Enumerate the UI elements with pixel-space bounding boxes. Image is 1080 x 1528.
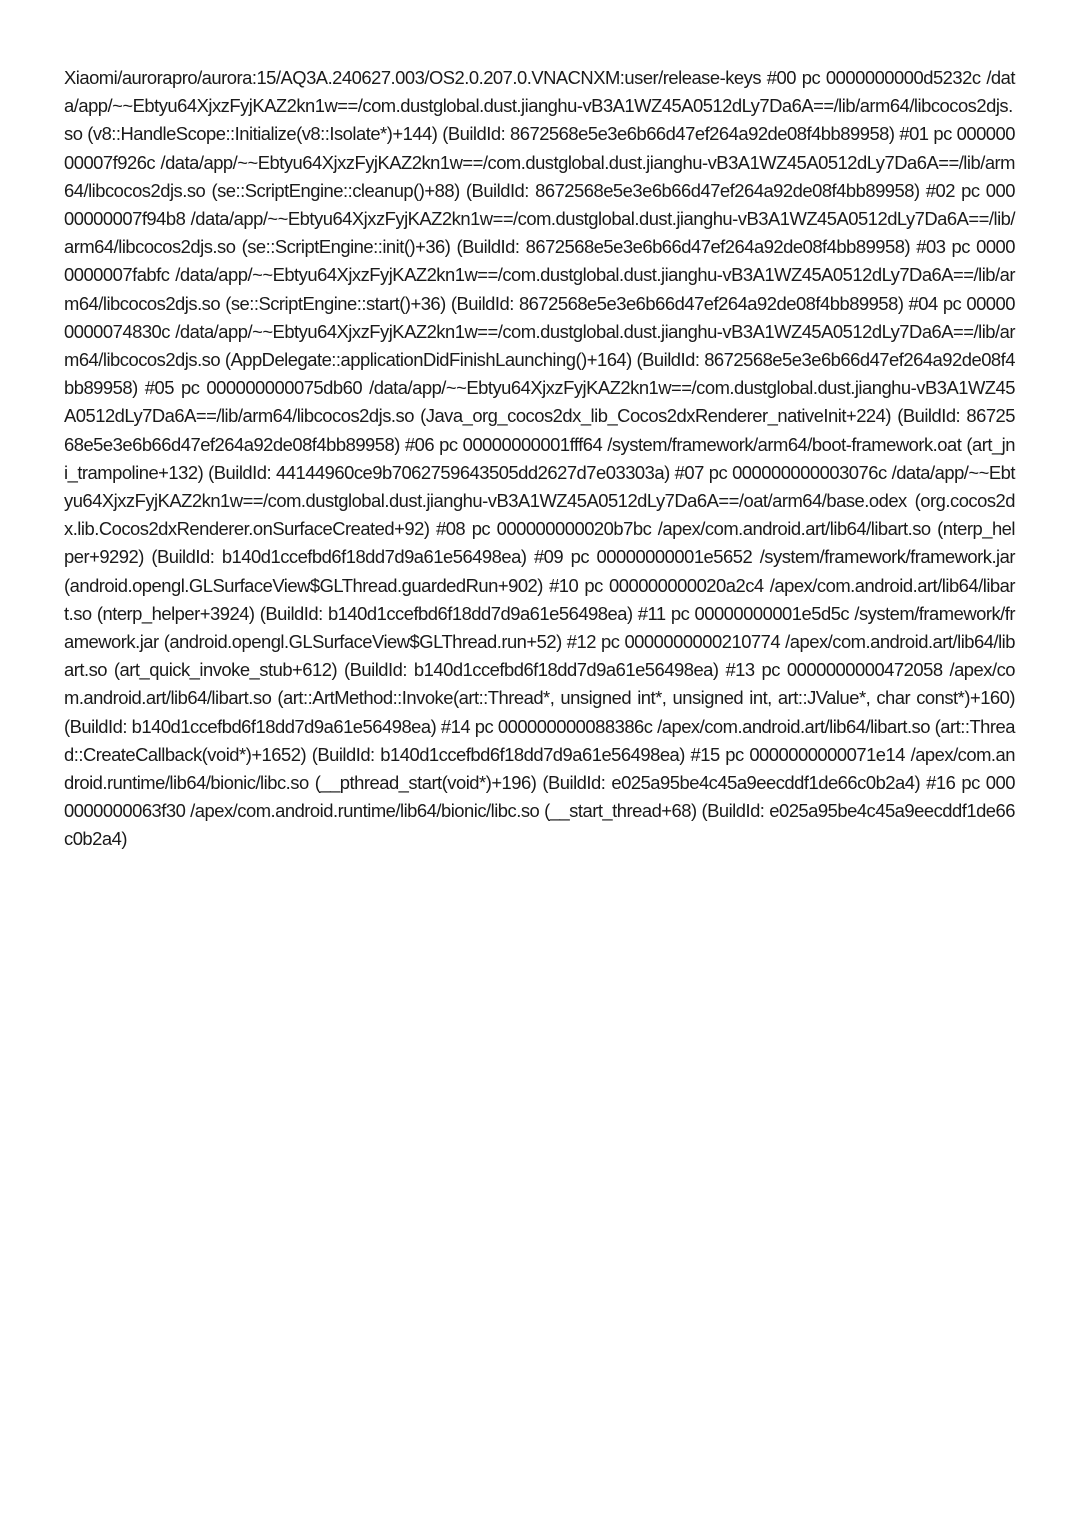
crash-log-text: Xiaomi/aurorapro/aurora:15/AQ3A.240627.003/OS2.0.207.0.VNACNXM:user/release-keys #00 pc 0000000000d5232c /data/app/~~Ebtyu64XjxzFyjKAZ2kn1w==/com.dustglobal.dust.jianghu-vB3A1WZ45A0512dLy7Da6A==/lib/arm64/libcocos2djs.so (v8::HandleScope::Initialize(v8::Isolate*)+144) (BuildId: 8672568e5e3e6b66d47ef264a92de08f4bb89958) #01 pc 00000000007f926c /data/app/~~Ebtyu64XjxzFyjKAZ2kn1w==/com.dustglobal.dust.jianghu-vB3A1WZ45A0512dLy7Da6A==/lib/arm64/libcocos2djs.so (se::ScriptEngine::cleanup()+88) (BuildId: 8672568e5e3e6b66d47ef264a92de08f4bb89958) #02 pc 00000000007f94b8 /data/app/~~Ebtyu64XjxzFyjKAZ2kn1w==/com.dustglobal.dust.jianghu-vB3A1WZ45A0512dLy7Da6A==/lib/arm64/libcocos2djs.so (se::ScriptEngine::init()+36) (BuildId: 8672568e5e3e6b66d47ef264a92de08f4bb89958) #03 pc 00000000007fabfc /data/app/~~Ebtyu64XjxzFyjKAZ2kn1w==/com.dustglobal.dust.jianghu-vB3A1WZ45A0512dLy7Da6A==/lib/arm64/libcocos2djs.so (se::ScriptEngine::start()+36) (BuildId: 8672568e5e3e6b66d47ef264a92de08f4bb89958) #04 pc 000000000074830c /data/app/~~Ebtyu64XjxzFyjKAZ2kn1w==/com.dustglobal.dust.jianghu-vB3A1WZ45A0512dLy7Da6A==/lib/arm64/libcocos2djs.so (AppDelegate::applicationDidFinishLaunching()+164) (BuildId: 8672568e5e3e6b66d47ef264a92de08f4bb89958) #05 pc 000000000075db60 /data/app/~~Ebtyu64XjxzFyjKAZ2kn1w==/com.dustglobal.dust.jianghu-vB3A1WZ45A0512dLy7Da6A==/lib/arm64/libcocos2djs.so (Java_org_cocos2dx_lib_Cocos2dxRenderer_nativeInit+224) (BuildId: 8672568e5e3e6b66d47ef264a92de08f4bb89958) #06 pc 00000000001fff64 /system/framework/arm64/boot-framework.oat (art_jni_trampoline+132) (BuildId: 44144960ce9b7062759643505dd2627d7e03303a) #07 pc 000000000003076c /data/app/~~Ebtyu64XjxzFyjKAZ2kn1w==/com.dustglobal.dust.jianghu-vB3A1WZ45A0512dLy7Da6A==/oat/arm64/base.odex (org.cocos2dx.lib.Cocos2dxRenderer.onSurfaceCreated+92) #08 pc 000000000020b7bc /apex/com.android.art/lib64/libart.so (nterp_helper+9292) (BuildId: b140d1ccefbd6f18dd7d9a61e56498ea) #09 pc 00000000001e5652 /system/framework/framework.jar (android.opengl.GLSurfaceView$GLThread.guardedRun+902) #10 pc 000000000020a2c4 /apex/com.android.art/lib64/libart.so (nterp_helper+3924) (BuildId: b140d1ccefbd6f18dd7d9a61e56498ea) #11 pc 00000000001e5d5c /system/framework/framework.jar (android.opengl.GLSurfaceView$GLThread.run+52) #12 pc 0000000000210774 /apex/com.android.art/lib64/libart.so (art_quick_invoke_stub+612) (BuildId: b140d1ccefbd6f18dd7d9a61e56498ea) #13 pc 0000000000472058 /apex/com.android.art/lib64/libart.so (art::ArtMethod::Invoke(art::Thread*, unsigned int*, unsigned int, art::JValue*, char const*)+160) (BuildId: b140d1ccefbd6f18dd7d9a61e56498ea) #14 pc 000000000088386c /apex/com.android.art/lib64/libart.so (art::Thread::CreateCallback(void*)+1652) (BuildId: b140d1ccefbd6f18dd7d9a61e56498ea) #15 pc 0000000000071e14 /apex/com.android.runtime/lib64/bionic/libc.so (__pthread_start(void*)+196) (BuildId: e025a95be4c45a9eecddf1de66c0b2a4) #16 pc 0000000000063f30 /apex/com.android.runtime/lib64/bionic/libc.so (__start_thread+68) (BuildId: e025a95be4c45a9eecddf1de66c0b2a4) [64, 67, 1015, 850]
document-page [64, 64, 1015, 854]
